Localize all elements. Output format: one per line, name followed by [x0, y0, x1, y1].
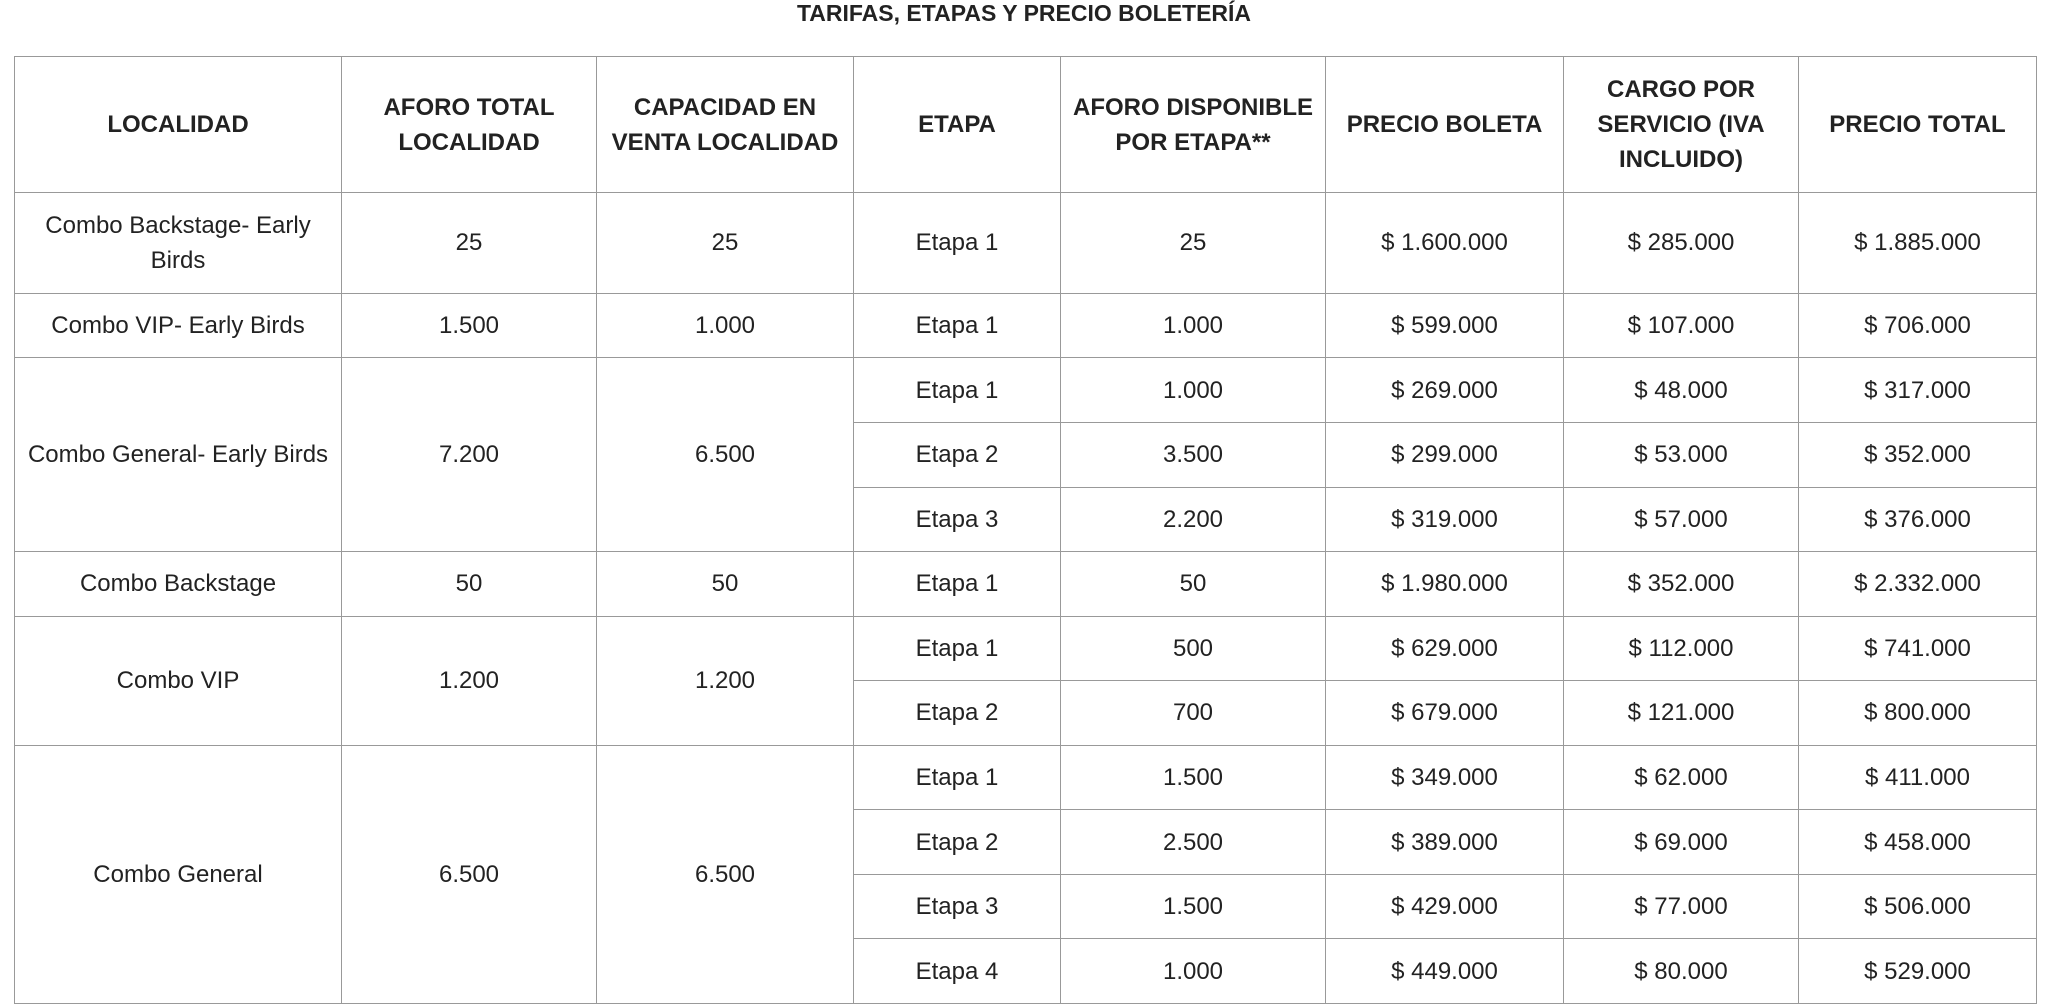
header-row: [15, 57, 2037, 193]
cell-precio-total: $ 352.000: [1799, 422, 2037, 487]
cell-cargo-servicio: $ 80.000: [1564, 939, 1799, 1004]
cell-etapa: Etapa 1: [854, 745, 1061, 810]
cell-capacidad-venta: 1.000: [597, 293, 854, 358]
cell-localidad: Combo Backstage- Early Birds: [15, 193, 342, 294]
cell-precio-total: $ 411.000: [1799, 745, 2037, 810]
cell-cargo-servicio: $ 53.000: [1564, 422, 1799, 487]
cell-aforo-disponible: 500: [1061, 616, 1326, 681]
cell-capacidad-venta: 50: [597, 552, 854, 617]
cell-precio-total: $ 529.000: [1799, 939, 2037, 1004]
cell-capacidad-venta: 1.200: [597, 616, 854, 745]
cell-localidad: Combo General- Early Birds: [15, 358, 342, 552]
cell-precio-boleta: $ 449.000: [1326, 939, 1564, 1004]
cell-etapa: Etapa 1: [854, 193, 1061, 294]
cell-aforo-total: 6.500: [342, 745, 597, 1003]
cell-precio-boleta: $ 629.000: [1326, 616, 1564, 681]
cell-aforo-disponible: 2.200: [1061, 487, 1326, 552]
cell-etapa: Etapa 2: [854, 810, 1061, 875]
cell-precio-total: $ 1.885.000: [1799, 193, 2037, 294]
cell-aforo-disponible: 1.000: [1061, 358, 1326, 423]
cell-aforo-total: 25: [342, 193, 597, 294]
cell-precio-boleta: $ 349.000: [1326, 745, 1564, 810]
header-aforo-disponible: AFORO DISPONIBLE POR ETAPA**: [1061, 57, 1326, 193]
cell-cargo-servicio: $ 48.000: [1564, 358, 1799, 423]
table-row: [15, 745, 2037, 810]
cell-precio-boleta: $ 389.000: [1326, 810, 1564, 875]
page-title: TARIFAS, ETAPAS Y PRECIO BOLETERÍA: [796, 0, 1252, 26]
cell-etapa: Etapa 4: [854, 939, 1061, 1004]
cell-localidad: Combo VIP- Early Birds: [15, 293, 342, 358]
table-row: [15, 293, 2037, 358]
cell-etapa: Etapa 3: [854, 487, 1061, 552]
cell-localidad: Combo General: [15, 745, 342, 1003]
table-row: [15, 616, 2037, 681]
cell-cargo-servicio: $ 62.000: [1564, 745, 1799, 810]
cell-aforo-disponible: 700: [1061, 681, 1326, 746]
cell-aforo-disponible: 1.000: [1061, 939, 1326, 1004]
cell-etapa: Etapa 3: [854, 874, 1061, 939]
cell-cargo-servicio: $ 57.000: [1564, 487, 1799, 552]
cell-precio-boleta: $ 1.980.000: [1326, 552, 1564, 617]
table-row: [15, 358, 2037, 423]
cell-precio-boleta: $ 429.000: [1326, 874, 1564, 939]
cell-aforo-disponible: 3.500: [1061, 422, 1326, 487]
header-aforo-total: AFORO TOTAL LOCALIDAD: [342, 57, 597, 193]
cell-precio-boleta: $ 599.000: [1326, 293, 1564, 358]
cell-cargo-servicio: $ 69.000: [1564, 810, 1799, 875]
cell-precio-boleta: $ 319.000: [1326, 487, 1564, 552]
cell-cargo-servicio: $ 285.000: [1564, 193, 1799, 294]
table-row: [15, 552, 2037, 617]
cell-capacidad-venta: 25: [597, 193, 854, 294]
cell-precio-boleta: $ 269.000: [1326, 358, 1564, 423]
cell-cargo-servicio: $ 352.000: [1564, 552, 1799, 617]
cell-precio-total: $ 458.000: [1799, 810, 2037, 875]
cell-localidad: Combo VIP: [15, 616, 342, 745]
cell-capacidad-venta: 6.500: [597, 745, 854, 1003]
cell-precio-total: $ 800.000: [1799, 681, 2037, 746]
cell-cargo-servicio: $ 77.000: [1564, 874, 1799, 939]
cell-aforo-disponible: 1.500: [1061, 745, 1326, 810]
cell-aforo-total: 1.200: [342, 616, 597, 745]
cell-precio-total: $ 376.000: [1799, 487, 2037, 552]
cell-aforo-total: 7.200: [342, 358, 597, 552]
cell-precio-boleta: $ 299.000: [1326, 422, 1564, 487]
cell-etapa: Etapa 1: [854, 293, 1061, 358]
cell-etapa: Etapa 1: [854, 552, 1061, 617]
cell-aforo-disponible: 50: [1061, 552, 1326, 617]
cell-cargo-servicio: $ 107.000: [1564, 293, 1799, 358]
header-capacidad-venta: CAPACIDAD EN VENTA LOCALIDAD: [597, 57, 854, 193]
cell-cargo-servicio: $ 121.000: [1564, 681, 1799, 746]
cell-precio-total: $ 2.332.000: [1799, 552, 2037, 617]
cell-precio-boleta: $ 1.600.000: [1326, 193, 1564, 294]
cell-etapa: Etapa 2: [854, 422, 1061, 487]
tarifas-table: [14, 56, 2037, 1004]
cell-localidad: Combo Backstage: [15, 552, 342, 617]
cell-precio-boleta: $ 679.000: [1326, 681, 1564, 746]
cell-etapa: Etapa 1: [854, 616, 1061, 681]
header-precio-total: PRECIO TOTAL: [1799, 57, 2037, 193]
cell-aforo-disponible: 25: [1061, 193, 1326, 294]
cell-aforo-total: 50: [342, 552, 597, 617]
table-row: [15, 193, 2037, 294]
cell-aforo-total: 1.500: [342, 293, 597, 358]
cell-cargo-servicio: $ 112.000: [1564, 616, 1799, 681]
header-precio-boleta: PRECIO BOLETA: [1326, 57, 1564, 193]
cell-etapa: Etapa 1: [854, 358, 1061, 423]
cell-aforo-disponible: 1.500: [1061, 874, 1326, 939]
header-cargo-servicio: CARGO POR SERVICIO (IVA INCLUIDO): [1564, 57, 1799, 193]
cell-etapa: Etapa 2: [854, 681, 1061, 746]
cell-precio-total: $ 706.000: [1799, 293, 2037, 358]
cell-capacidad-venta: 6.500: [597, 358, 854, 552]
header-etapa: ETAPA: [854, 57, 1061, 193]
cell-aforo-disponible: 2.500: [1061, 810, 1326, 875]
cell-precio-total: $ 317.000: [1799, 358, 2037, 423]
cell-precio-total: $ 506.000: [1799, 874, 2037, 939]
header-localidad: LOCALIDAD: [15, 57, 342, 193]
cell-aforo-disponible: 1.000: [1061, 293, 1326, 358]
cell-precio-total: $ 741.000: [1799, 616, 2037, 681]
